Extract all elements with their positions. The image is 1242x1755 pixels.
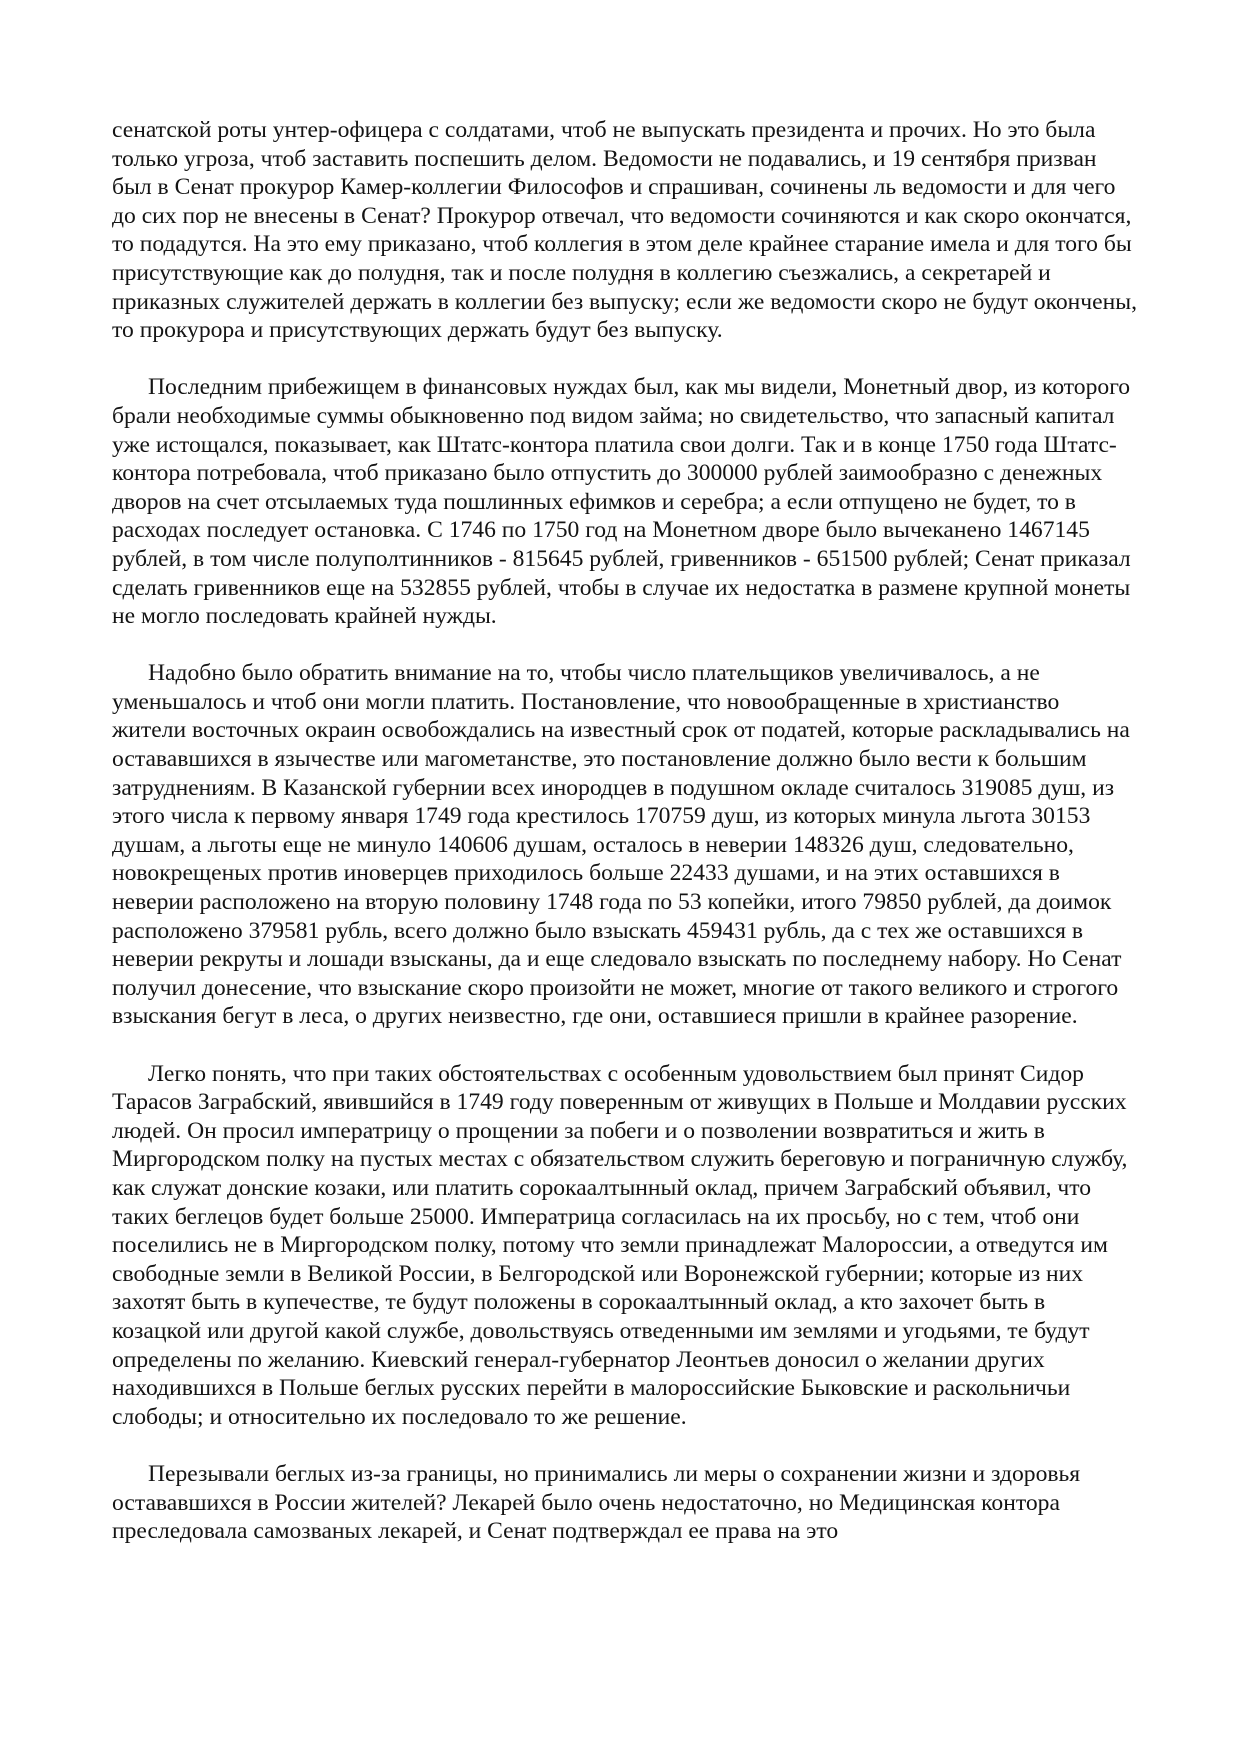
paragraph-2: Последним прибежищем в финансовых нуждах был, как мы видели, Монетный двор, из которого брали необходимые суммы обыкновенно под видом займа; но свидетельство, что запасный капитал уже истощался, показывает, как Штатс-контора платила свои долги. Так и в конце 1750 года Штатс-контора потребовала, чтоб приказано было отпустить до 300000 рублей заимообразно с денежных дворов на счет отсылаемых туда пошлинных ефимков и серебра; а если отпущено не будет, то в расходах последует остановка. С 1746 по 1750 год на Монетном дворе было вычеканено 1467145 рублей, в том числе полуполтинников - 815645 рублей, гривенников - 651500 рублей; Сенат приказал сделать гривенников еще на 532855 рублей, чтобы в случае их недостатка в размене крупной монеты не могло последовать крайней нужды. [112,374,1131,630]
paragraph-5: Перезывали беглых из-за границы, но принимались ли меры о сохранении жизни и здоровья остававшихся в России жителей? Лекарей было очень недостаточно, но Медицинская контора преследовала самозваных лекарей, и Сенат подтверждал ее права на это [112,1460,1081,1545]
paragraph-3: Надобно было обратить внимание на то, чтобы число плательщиков увеличивалось, а не уменьшалось и чтоб они могли платить. Постановление, что новообращенные в христианство жители восточных окраин освобождались на известный срок от податей, которые раскладывались на остававшихся в язычестве или магометанстве, это постановление должно было вести к большим затруднениям. В Казанской губернии всех инородцев в подушном окладе считалось 319085 душ, из этого числа к первому января 1749 года крестилось 170759 душ, из которых минула льгота 30153 душам, а льготы еще не минуло 140606 душам, осталось в неверии 148326 душ, следовательно, новокрещеных против иноверцев приходилось больше 22433 душами, и на этих оставшихся в неверии расположено на вторую половину 1748 года по 53 копейки, итого 79850 рублей, да доимок расположено 379581 рубль, всего должно было взыскать 459431 рубль, да с тех же оставшихся в неверии рекруты и лошади взысканы, да и еще следовало взыскать по последнему набору. Но Сенат получил донесение, что взыскание скоро произойти не может, многие от такого великого и строгого взыскания бегут в леса, о других неизвестно, где они, оставшиеся пришли в крайнее разорение. [112,660,1130,1030]
paragraph-1: сенатской роты унтер-офицера с солдатами, чтоб не выпускать президента и прочих. Но это была только угроза, чтоб заставить поспешить делом. Ведомости не подавались, и 19 сентября призван был в Сенат прокурор Камер-коллегии Философов и спрашиван, сочинены ль ведомости и для чего до сих пор не внесены в Сенат? Прокурор отвечал, что ведомости сочиняются и как скоро окончатся, то подадутся. На это ему приказано, чтоб коллегия в этом деле крайнее старание имела и для того бы присутствующие как до полудня, так и после полудня в коллегию съезжались, а секретарей и приказных служителей держать в коллегии без выпуску; если же ведомости скоро не будут окончены, то прокурора и присутствующих держать будут без выпуску. [112,117,1137,344]
document-body [112,116,1137,1546]
paragraph-4: Легко понять, что при таких обстоятельствах с особенным удовольствием был принят Сидор Тарасов Заграбский, явившийся в 1749 году поверенным от живущих в Польше и Молдавии русских людей. Он просил императрицу о прощении за побеги и о позволении возвратиться и жить в Миргородском полку на пустых местах с обязательством служить береговую и пограничную службу, как служат донские козаки, или платить сорокаалтынный оклад, причем Заграбский объявил, что таких беглецов будет больше 25000. Императрица согласилась на их просьбу, но с тем, чтоб они поселились не в Миргородском полку, потому что земли принадлежат Малороссии, а отведутся им свободные земли в Великой России, в Белгородской или Воронежской губернии; которые из них захотят быть в купечестве, те будут положены в сорокаалтынный оклад, а кто захочет быть в козацкой или другой какой службе, довольствуясь отведенными им землями и угодьями, те будут определены по желанию. Киевский генерал-губернатор Леонтьев доносил о желании других находившихся в Польше беглых русских перейти в малороссийские Быковские и раскольничьи слободы; и относительно их последовало то же решение. [112,1060,1128,1430]
